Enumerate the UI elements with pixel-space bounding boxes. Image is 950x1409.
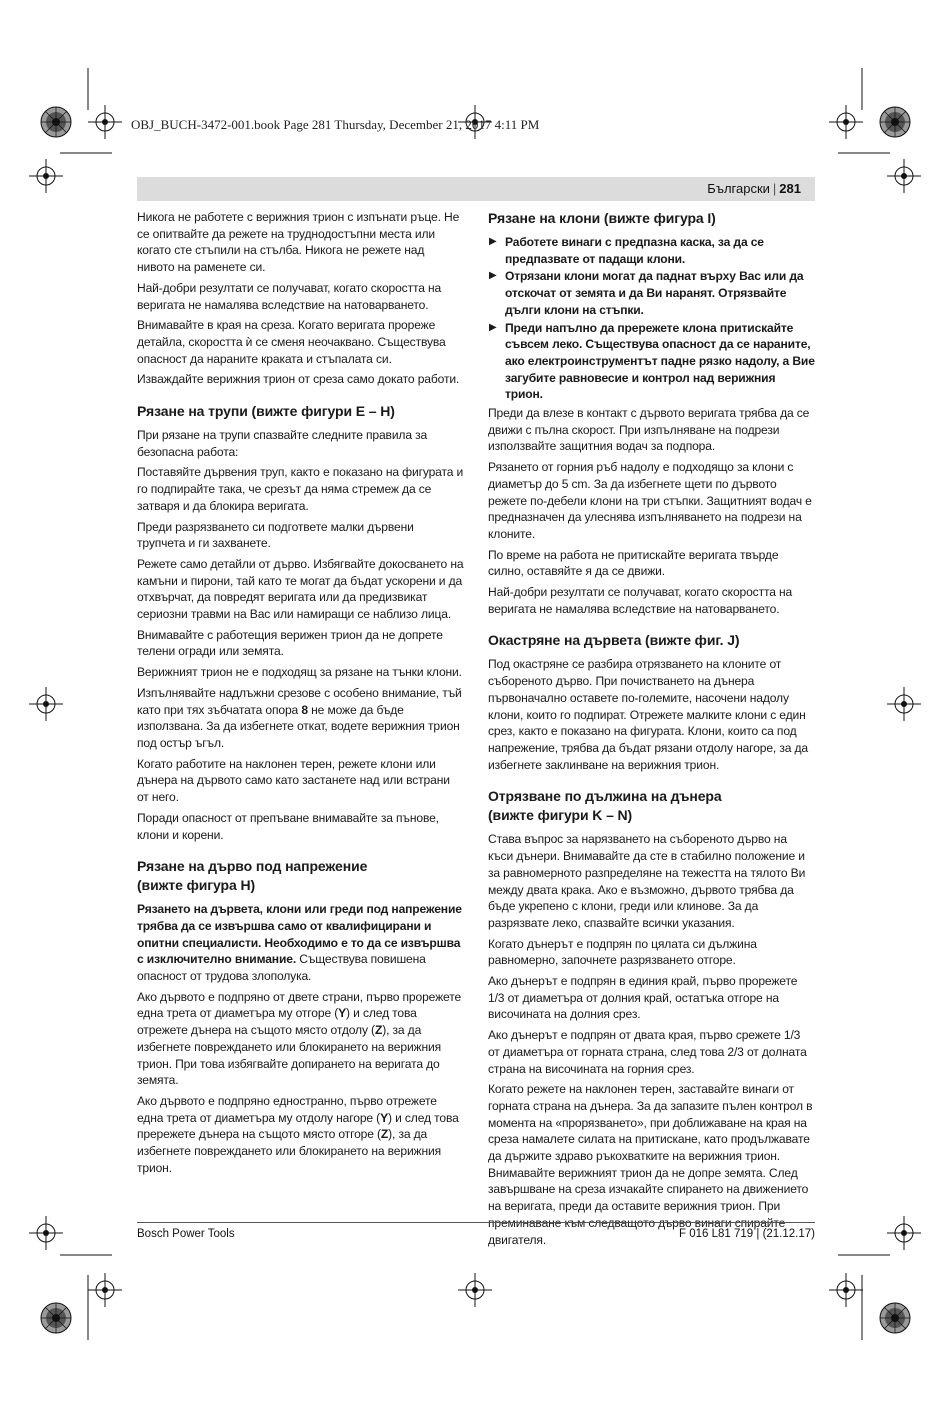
- paragraph: Верижният трион не е подходящ за рязане на тънки клони.: [137, 665, 462, 680]
- paragraph: [137, 989, 464, 1089]
- bullet-list: [488, 234, 815, 403]
- text-run: Съществува повишена опасност от трудова злополука.: [137, 952, 426, 984]
- print-info: OBJ_BUCH-3472-001.book Page 281 Thursday, December 21, 2017 4:11 PM: [131, 117, 540, 132]
- warning-bold-text: Рязането на дървета, клони или греди под напрежение трябва да се извършва само от квалифицирани и опитни специалисти. Необходимо е то да се извършва с изключително внимание.: [137, 902, 462, 967]
- triangle-bullet-icon: ▶: [489, 236, 497, 247]
- paragraph: Ако дънерът е подпрян от двата края, първо срежете 1/3 от диаметъра от горната страна, след това 2/3 от долната страна на височината на горния срез.: [488, 1028, 807, 1076]
- paragraph: Внимавайте в края на среза. Когато веригата прореже детайла, скоростта ѝ се сменя неочаквано. Съществува опасност да нараните краката и стъпалата си.: [137, 318, 446, 366]
- page-header: [137, 177, 815, 201]
- label-y: Y: [380, 1110, 388, 1125]
- text-run: Изпълнявайте надлъжни срезове с особено внимание, тъй като при тях зъбчатата опора: [137, 685, 462, 717]
- paragraph: Поради опасност от препъване внимавайте за пънове, клони и корени.: [137, 810, 439, 842]
- footer-doc-number: F 016 L81 719 | (21.12.17): [679, 1228, 815, 1240]
- paragraph: Най-добри резултати се получават, когато скоростта на веригата не намалява вследствие на натоварването.: [488, 585, 793, 616]
- paragraph: Ако дънерът е подпрян в единия край, първо прорежете 1/3 от диаметъра от долния край, остатъка отгоре на височината на долния срез.: [488, 974, 798, 1022]
- paragraph: Режете само детайли от дърво. Избягвайте докосването на камъни и пирони, тай като те могат да бъдат ускорени и да отхвърчат, да повредят веригата или да предизвикат сериозни травми на Вас или намиращи се наблизо лица.: [137, 556, 464, 622]
- label-z: Z: [374, 1023, 383, 1038]
- paragraph: Когато работите на наклонен терен, режете клони или дънера на дървото само като застанете над или встрани от него.: [137, 756, 450, 805]
- text-run: ) и след това отрежете дънера на същото място отдолу (: [137, 1006, 417, 1038]
- bullet-item: [488, 320, 815, 404]
- bullet-text: Работете винаги с предпазна каска, за да се предпазвате от падащи клони.: [505, 235, 764, 266]
- bullet-item: [488, 234, 815, 267]
- paragraph: Под окастряне се разбира отрязването на клоните от събореното дърво. При почистването на дънера първоначално оставете по-големите, насочени надолу клони, които го подпират. Отрежете малките клони с един срез, както е показано на фигурата. Клони, които са под напрежение, трябва да бъдат рязани отдолу нагоре, за да избегнете заклинване на верижния трион.: [488, 657, 808, 772]
- paragraph: При рязане на трупи спазвайте следните правила за безопасна работа:: [137, 428, 428, 459]
- footer-brand: Bosch Power Tools: [137, 1228, 235, 1240]
- header-label: [707, 181, 801, 196]
- heading-line: (вижте фигури K – N): [488, 807, 633, 824]
- text-run: Ако дървото е подпряно от двете страни, първо прорежете една трета от диаметъра му отгоре (: [137, 989, 462, 1021]
- text-run: Ако дървото е подпряно едностранно, първо отрежете една трета от диаметъра му отдолу нагоре (: [137, 1093, 437, 1125]
- paragraph: Когато режете на наклонен терен, заставайте винаги от горната страна на дънера. За да запазите пълен контрол в момента на «прорязването», при доближаване на края на среза намалете силата на притискане, като продължавате да държите здраво ръкохватките на верижния трион. Внимавайте верижният трион да не допре земята. След завършване на среза изчакайте спирането на движението на веригата, преди да оставите верижния трион. При двигателя.: [488, 1082, 813, 1247]
- triangle-bullet-icon: ▶: [489, 321, 497, 333]
- paragraph: Най-добри резултати се получават, когато скоростта на веригата не намалява вследствие на натоварването.: [137, 280, 442, 312]
- paragraph: Рязането от горния ръб надолу е подходящо за клони с диаметър до 5 cm. За да избегнете щети по дървото режете по-дебели клони на три стъпки. Защитният водач е предназначен да улеснява изпълняването на подрези на клоните.: [488, 460, 812, 541]
- heading-line: Отрязване по дължина на дънера: [488, 788, 722, 805]
- warning-paragraph: [137, 901, 464, 985]
- text-run: ) и след това прережете дънера на същото място отгоре (: [137, 1110, 459, 1142]
- section-heading-bucking: [488, 787, 815, 825]
- section-heading-branches: Рязане на клони (вижте фигура I): [488, 210, 716, 226]
- paragraph: Когато дънерът е подпрян по цялата си дължина равномерно, започнете разрязването отгоре.: [488, 936, 757, 968]
- paragraph: [137, 685, 464, 752]
- heading-line: (вижте фигура H): [137, 877, 256, 894]
- triangle-bullet-icon: ▶: [489, 270, 497, 282]
- paragraph: По време на работа не притискайте веригата твърде силно, оставяйте я да се движи.: [488, 547, 779, 579]
- left-column: [137, 209, 464, 1180]
- page-number: 281: [779, 181, 801, 196]
- footer-divider: [137, 1222, 815, 1223]
- paragraph: Внимавайте с работещия верижен трион да не допрете телени огради или земята.: [137, 627, 443, 659]
- section-heading-logs: Рязане на трупи (вижте фигури E – H): [137, 403, 395, 420]
- header-separator: |: [772, 181, 777, 196]
- label-y: Y: [338, 1006, 347, 1021]
- paragraph: Поставяйте дървения труп, както е показано на фигурата и го подпирайте така, че срезът да няма стремеж да се затваря и да блокира веригата.: [137, 465, 464, 513]
- bullet-item: [488, 268, 815, 318]
- section-heading-tension: [137, 857, 464, 895]
- text-run: ), за да избегнете повреждането или блокирането на верижния трион.: [137, 1127, 442, 1175]
- paragraph: Преди разрязването си подгответе малки дървени трупчета и ги захванете.: [137, 519, 414, 551]
- paragraph: [137, 1093, 464, 1177]
- bullet-text: Преди напълно да прережете клона притискайте съвсем леко. Съществува опасност да се нараните, ако електроинструментът падне рязко надолу, а Вие загубите равновесие и контрол над верижния трион.: [505, 320, 815, 402]
- text-run: ), за да избегнете повреждането или блокирането на верижния трион. При това избягвайте допирането на веригата до земята.: [137, 1023, 442, 1088]
- paragraph: Става въпрос за нарязването на събореното дърво на къси дънери. Внимавайте да сте в стабилно положение и за равномерното разпределяне на тежестта на тялото Ви между двата крака. Ако е възможно, дървото трябва да бъде укрепено с клони, греди или клинове. За да разрязвате леко, спазвайте всички указания.: [488, 832, 806, 930]
- paragraph: Никога не работете с верижния трион с изпънати ръце. Не се опитвайте да режете на труднодостъпни места или когато сте стъпили на стълба. Никога не режете над нивото на раменете си.: [137, 210, 460, 275]
- section-heading-delimbing: Окастряне на дървета (вижте фиг. J): [488, 632, 740, 649]
- header-language: Български: [707, 181, 770, 196]
- heading-line: Рязане на дърво под напрежение: [137, 858, 368, 875]
- reference-number: 8: [301, 702, 308, 717]
- bullet-text: Отрязани клони могат да паднат върху Вас или да отскочат от земята и да Ви наранят. Отрязвайте дълги клони на стъпки.: [505, 269, 804, 317]
- paragraph: Преди да влезе в контакт с дървото веригата трябва да се движи с пълна скорост. При изпълняване на подрези използвайте защитния водач за подпора.: [488, 406, 810, 454]
- label-z: Z: [380, 1127, 389, 1142]
- right-column: [488, 209, 815, 1252]
- text-run: не може да бъде използвана. За да избегнете откат, водете верижния трион под остър ъгъл.: [137, 702, 460, 750]
- paragraph: Изваждайте верижния трион от среза само докато работи.: [137, 372, 460, 387]
